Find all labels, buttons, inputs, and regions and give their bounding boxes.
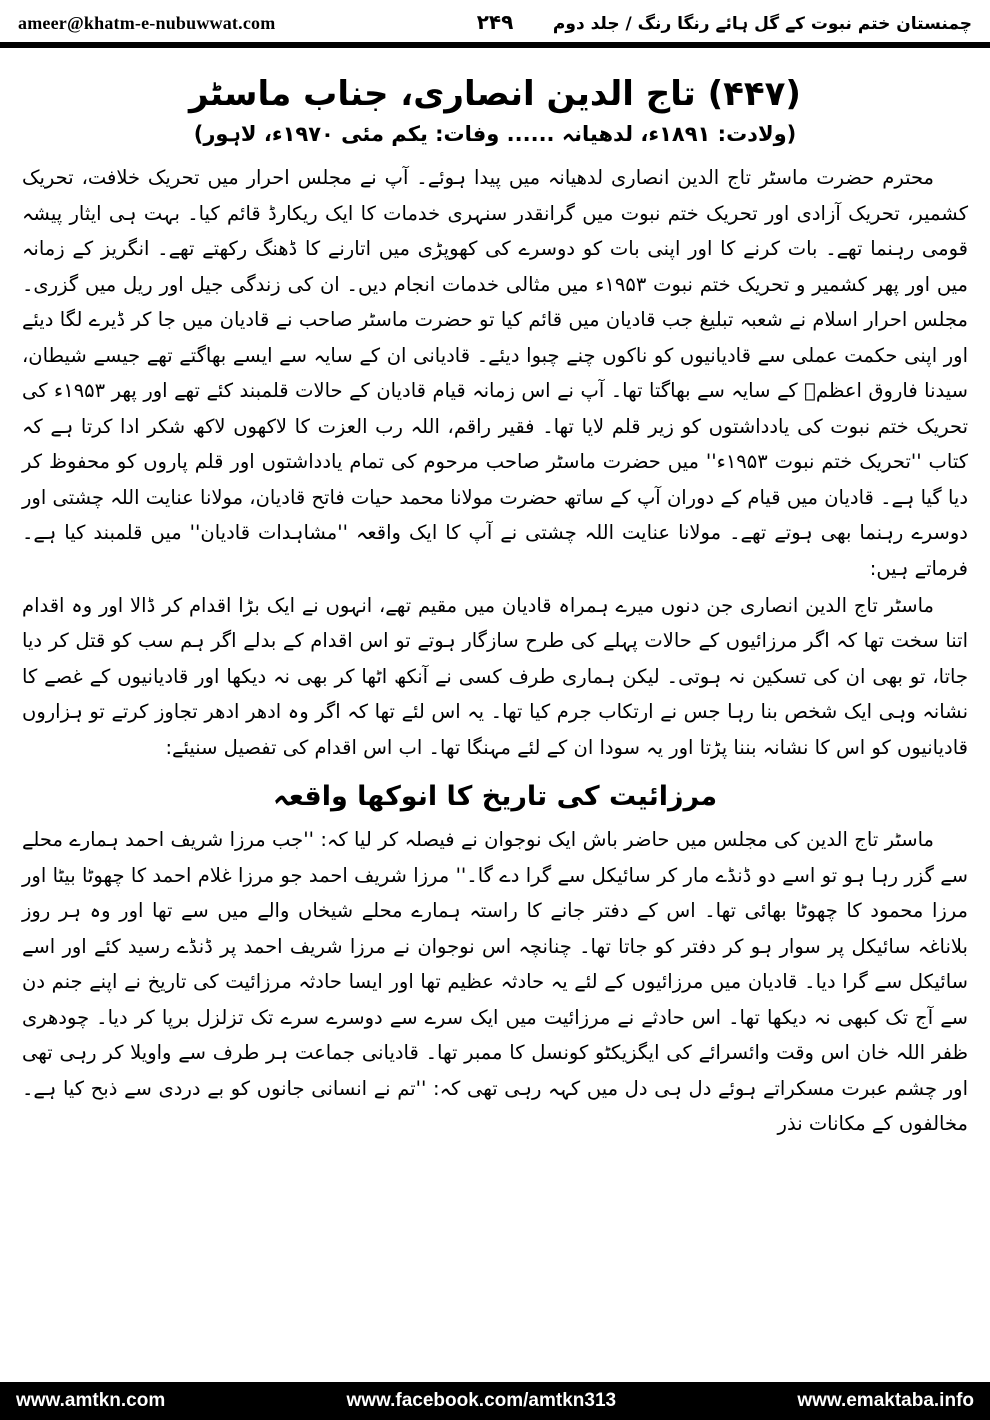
footer-site-right: www.emaktaba.info (797, 1390, 974, 1411)
footer-site-center: www.facebook.com/amtkn313 (346, 1390, 617, 1411)
book-title: چمنستان ختم نبوت کے گل ہائے رنگا رنگ / جلد دوم (552, 14, 972, 34)
body-text (22, 160, 968, 1142)
page-number: ۲۴۹ (476, 10, 514, 34)
page-header (0, 0, 990, 40)
section-heading: مرزائیت کی تاریخ کا انوکھا واقعہ (272, 781, 718, 813)
article (0, 48, 990, 1382)
paragraph-1: محترم حضرت ماسٹر تاج الدین انصاری لدھیانہ میں پیدا ہوئے۔ آپ نے مجلس احرار میں تحریک خلافت، تحریک کشمیر، تحریک آزادی اور تحریک ختم نبوت میں گرانقدر سنہری خدمات کا ایک ریکارڈ قائم کیا۔ بہت ہی ایثار پیشہ قومی رہنما تھے۔ بات کرنے کا اور اپنی بات کو دوسرے کی کھوپڑی میں اتارنے کا ڈھنگ رکھتے تھے۔ انگریز کے زمانہ میں اور پھر کشمیر و تحریک ختم نبوت ۱۹۵۳ء میں مثالی خدمات انجام دیں۔ ان کی زندگی جیل اور ریل میں گزری۔ مجلس احرار اسلام نے شعبہ تبلیغ جب قادیان میں قائم کیا تو حضرت ماسٹر صاحب نے قادیان میں جا کر ڈیرے لگا دیئے اور اپنی حکمت عملی سے قادیانیوں کو ناکوں چنے چبوا دیئے۔ قادیانی ان کے سایہ سے ایسے بھاگتے تھے جیسے شیطان، سیدنا فاروق اعظمؓ کے سایہ سے بھاگتا تھا۔ آپ نے اس زمانہ قیام قادیان کے حالات قلمبند کئے تھے اور پھر ۱۹۵۳ء کی تحریک ختم نبوت کی یادداشتوں کو زیر قلم لایا تھا۔ فقیر راقم، اللہ رب العزت کا لاکھوں لاکھ شکر ادا کرتا ہے کہ کتاب ''تحریک ختم نبوت ۱۹۵۳ء'' میں حضرت ماسٹر صاحب مرحوم کی تمام یادداشتوں اور قلم پاروں کو محفوظ کر دیا گیا ہے۔ قادیان میں قیام کے دوران آپ کے ساتھ حضرت مولانا محمد حیات فاتح قادیان، مولانا عنایت اللہ چشتی اور دوسرے رہنما بھی ہوتے تھے۔ مولانا عنایت اللہ چشتی نے آپ کا ایک واقعہ ''مشاہدات قادیان'' میں قلمبند کیا ہے۔ فرماتے ہیں: (22, 166, 969, 580)
article-title: (۴۴۷) تاج الدین انصاری، جناب ماسٹر (189, 74, 801, 114)
birth-death-line: (ولادت: ۱۸۹۱ء، لدھیانہ ...... وفات: یکم مئی ۱۹۷۰ء، لاہور) (193, 122, 797, 147)
footer-bar (0, 1382, 990, 1420)
paragraph-2: ماسٹر تاج الدین انصاری جن دنوں میرے ہمراہ قادیان میں مقیم تھے، انہوں نے ایک بڑا اقدام کر ڈالا اور وہ اقدام اتنا سخت تھا کہ اگر مرزائیوں کے حالات پہلے کی طرح سازگار ہوتے تو اس اقدام کے بدلے اگر ہم سب کو قتل کر دیا جاتا، تو بھی ان کی تسکین نہ ہوتی۔ لیکن ہماری طرف کسی نے آنکھ اٹھا کر بھی نہ دیکھا اور قادیانیوں کے غصے کا نشانہ وہی ایک شخص بنا رہا جس نے ارتکاب جرم کیا تھا۔ یہ اس لئے تھا کہ اگر وہ ادھر ادھر تجاوز کرتے تو ہزاروں قادیانیوں کو اس کا نشانہ بننا پڑتا اور یہ سودا ان کے لئے مہنگا تھا۔ اب اس اقدام کی تفصیل سنیئے: (22, 594, 968, 759)
paragraph-3: ماسٹر تاج الدین کی مجلس میں حاضر باش ایک نوجوان نے فیصلہ کر لیا کہ: ''جب مرزا شریف احمد ہمارے محلے سے گزر رہا ہو تو اسے دو ڈنڈے مار کر سائیکل سے گرا دے گا۔'' مرزا شریف احمد جو مرزا غلام احمد کا چھوٹا بیٹا اور مرزا محمود کا چھوٹا بھائی تھا۔ اس کے دفتر جانے کا راستہ ہمارے محلے شیخاں والے میں سے تھا اور وہ ہر روز بلاناغہ سائیکل پر سوار ہو کر دفتر کو جاتا تھا۔ چنانچہ اس نوجوان نے مرزا شریف احمد پر ڈنڈے رسید کئے اور اسے سائیکل سے گرا دیا۔ قادیان میں مرزائیوں کے لئے یہ حادثہ عظیم تھا اور ایسا حادثہ مرزائیت کی تاریخ نے اپنے جنم دن سے آج تک کبھی نہ دیکھا تھا۔ اس حادثے نے مرزائیت میں ایک سرے سے دوسرے سرے تک تزلزل برپا کر دیا۔ چودھری ظفر اللہ خان اس وقت وائسرائے کی ایگزیکٹو کونسل کا ممبر تھا۔ قادیانی جماعت ہر طرف سے واویلا کر رہی تھی اور چشم عبرت مسکراتے ہوئے دل ہی دل میں کہہ رہی تھی کہ: ''تم نے انسانی جانوں کو بے دردی سے ذبح کیا ہے۔ مخالفوں کے مکانات نذر (22, 828, 968, 1136)
header-email: ameer@khatm-e-nubuwwat.com (18, 13, 276, 33)
footer-site-left: www.amtkn.com (16, 1390, 166, 1411)
